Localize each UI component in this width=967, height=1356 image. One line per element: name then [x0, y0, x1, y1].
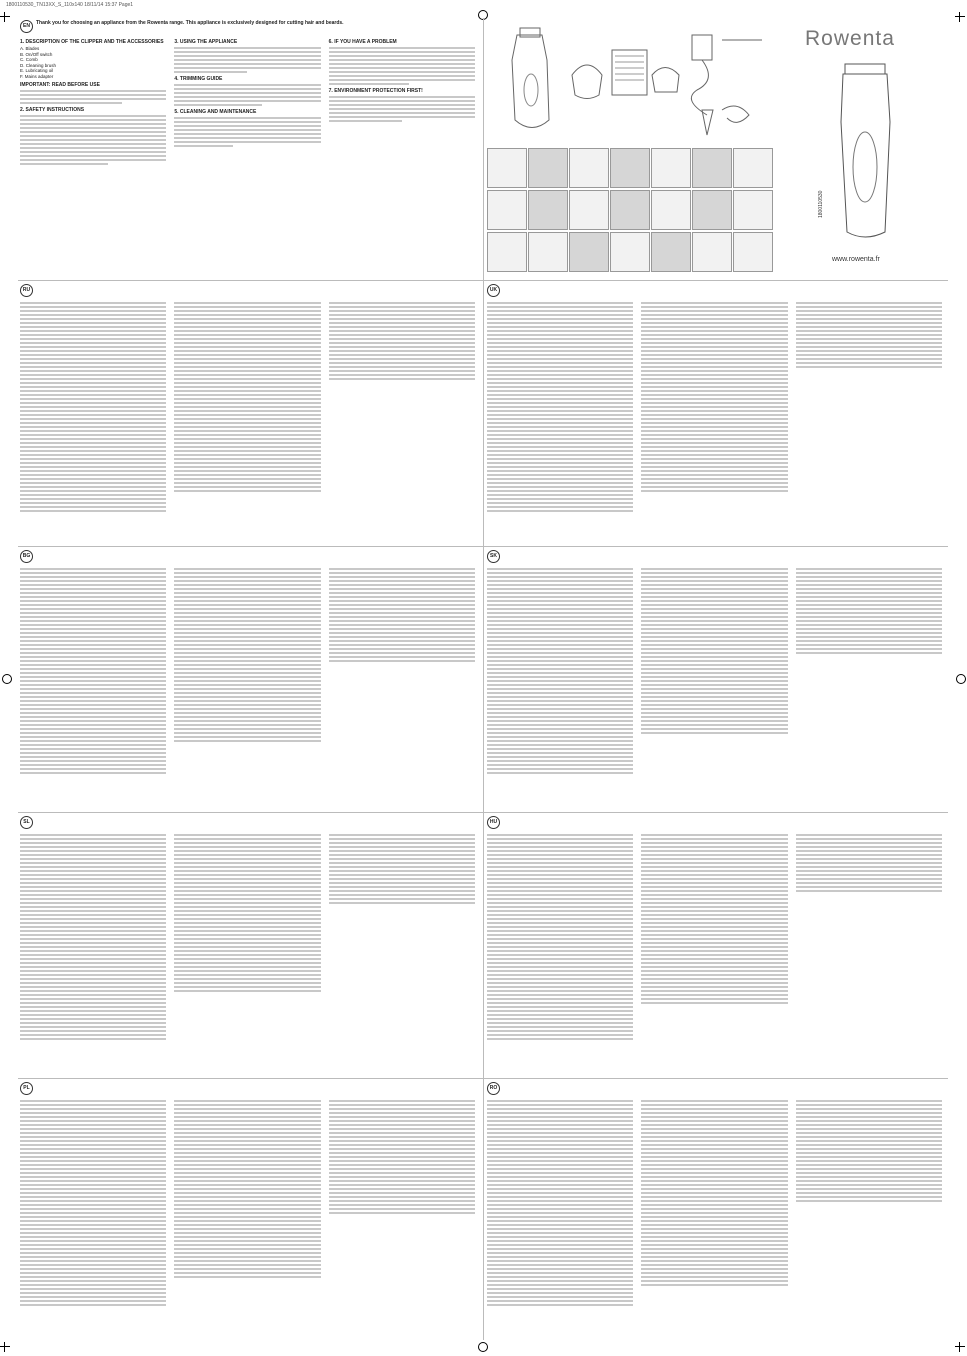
text-block-placeholder — [329, 1100, 475, 1306]
brand-logo: Rowenta — [805, 27, 895, 50]
figure-thumbnail — [610, 232, 650, 272]
accessory-label: A. Blades — [20, 46, 40, 51]
text-block-placeholder — [796, 834, 942, 1040]
section-heading: 5. CLEANING AND MAINTENANCE — [174, 109, 257, 115]
text-block-placeholder — [174, 834, 320, 1040]
section-heading: 3. USING THE APPLIANCE — [174, 39, 238, 45]
section-heading: 4. TRIMMING GUIDE — [174, 76, 223, 82]
figure-thumbnail — [651, 190, 691, 230]
figure-thumbnail — [569, 148, 609, 188]
language-badge: SL — [20, 816, 33, 829]
text-block-placeholder — [641, 302, 787, 512]
brand-website: www.rowenta.fr — [832, 256, 880, 263]
crop-mark-bl — [0, 1342, 10, 1352]
text-block-placeholder — [174, 302, 320, 512]
fold-line-2 — [18, 546, 948, 547]
section-heading: 2. SAFETY INSTRUCTIONS — [20, 107, 85, 113]
text-block-placeholder — [20, 568, 166, 774]
section-heading: 6. IF YOU HAVE A PROBLEM — [328, 39, 397, 45]
panel-ro — [487, 1082, 942, 1337]
section-heading: 1. DESCRIPTION OF THE CLIPPER AND THE ACCESSORIES — [20, 39, 164, 45]
fold-line-3 — [18, 812, 948, 813]
language-badge: UK — [487, 284, 500, 297]
text-block-placeholder — [796, 568, 942, 774]
text-block-placeholder — [20, 1100, 166, 1306]
figure-thumbnail — [569, 232, 609, 272]
text-block-placeholder — [174, 117, 320, 147]
cover-clipper-drawing — [835, 62, 895, 242]
figure-thumbnail — [487, 190, 527, 230]
text-block-placeholder — [20, 302, 166, 512]
text-block-placeholder — [487, 1100, 633, 1306]
accessory-label: C. Comb — [20, 57, 38, 62]
language-badge: BG — [20, 550, 33, 563]
figure-thumbnail — [651, 148, 691, 188]
language-badge: EN — [20, 20, 33, 33]
product-code: 1800110530 — [818, 190, 824, 218]
text-block-placeholder — [329, 568, 475, 774]
text-block-placeholder — [329, 96, 475, 122]
text-block-placeholder — [329, 834, 475, 1040]
clipper-accessories-drawing — [487, 20, 787, 145]
crop-mark-br — [955, 1342, 965, 1352]
figure-thumbnail — [733, 148, 773, 188]
cover-product-illustration — [487, 20, 787, 145]
fold-line-1 — [18, 280, 948, 281]
text-block-placeholder — [174, 84, 320, 106]
figure-thumbnail — [528, 148, 568, 188]
panel-sk — [487, 550, 942, 808]
accessory-label: F. Mains adapter — [20, 73, 54, 79]
registration-mark-bottom — [478, 1342, 488, 1352]
text-block-placeholder — [796, 1100, 942, 1306]
figure-thumbnail — [651, 232, 691, 272]
figure-thumbnail — [733, 190, 773, 230]
text-block-placeholder — [487, 568, 633, 774]
accessory-label: B. On/Off switch — [20, 51, 53, 57]
figure-thumbnail — [487, 148, 527, 188]
text-block-placeholder — [174, 568, 320, 774]
registration-mark-right — [956, 674, 966, 684]
panel-sl — [20, 816, 475, 1074]
print-line: 1800110530_TN13XX_S_110x140 18/11/14 15:37 Page1 — [6, 2, 134, 8]
figure-thumbnail — [692, 190, 732, 230]
panel-hu — [487, 816, 942, 1074]
figure-thumbnail — [569, 190, 609, 230]
language-badge: RO — [487, 1082, 500, 1095]
text-block-placeholder — [796, 302, 942, 512]
language-badge: RU — [20, 284, 33, 297]
text-block-placeholder — [641, 834, 787, 1040]
accessory-label: E. Lubricating oil — [20, 68, 54, 73]
figure-thumbnail — [692, 148, 732, 188]
panel-ru — [20, 284, 475, 542]
language-badge: SK — [487, 550, 500, 563]
text-block-placeholder — [329, 302, 475, 512]
usage-figures-grid — [487, 148, 785, 276]
figure-thumbnail — [528, 190, 568, 230]
accessory-label: D. Cleaning brush — [20, 62, 57, 68]
panel-intro: Thank you for choosing an appliance from the Rowenta range. This appliance is exclusively designed for cutting hair and beards. — [36, 20, 344, 26]
text-block-placeholder — [487, 834, 633, 1040]
text-block-placeholder — [174, 47, 320, 73]
text-block-placeholder — [487, 302, 633, 512]
text-block-placeholder — [20, 834, 166, 1040]
panel-bg — [20, 550, 475, 808]
text-block-placeholder — [641, 1100, 787, 1306]
text-block-placeholder — [174, 1100, 320, 1306]
figure-thumbnail — [528, 232, 568, 272]
language-badge: PL — [20, 1082, 33, 1095]
text-block-placeholder — [329, 47, 475, 85]
section-heading: IMPORTANT: READ BEFORE USE — [20, 82, 100, 88]
text-block-placeholder — [641, 568, 787, 774]
panel-en — [20, 20, 475, 275]
crop-mark-tl — [0, 12, 10, 22]
fold-line-4 — [18, 1078, 948, 1079]
panel-pl — [20, 1082, 475, 1337]
figure-thumbnail — [610, 190, 650, 230]
text-block-placeholder — [20, 90, 166, 104]
figure-thumbnail — [610, 148, 650, 188]
fold-line-center — [483, 18, 484, 1340]
language-badge: HU — [487, 816, 500, 829]
panel-uk — [487, 284, 942, 542]
figure-thumbnail — [487, 232, 527, 272]
text-block-placeholder — [20, 115, 166, 165]
section-heading: 7. ENVIRONMENT PROTECTION FIRST! — [328, 88, 423, 94]
figure-thumbnail — [733, 232, 773, 272]
registration-mark-left — [2, 674, 12, 684]
crop-mark-tr — [955, 12, 965, 22]
figure-thumbnail — [692, 232, 732, 272]
